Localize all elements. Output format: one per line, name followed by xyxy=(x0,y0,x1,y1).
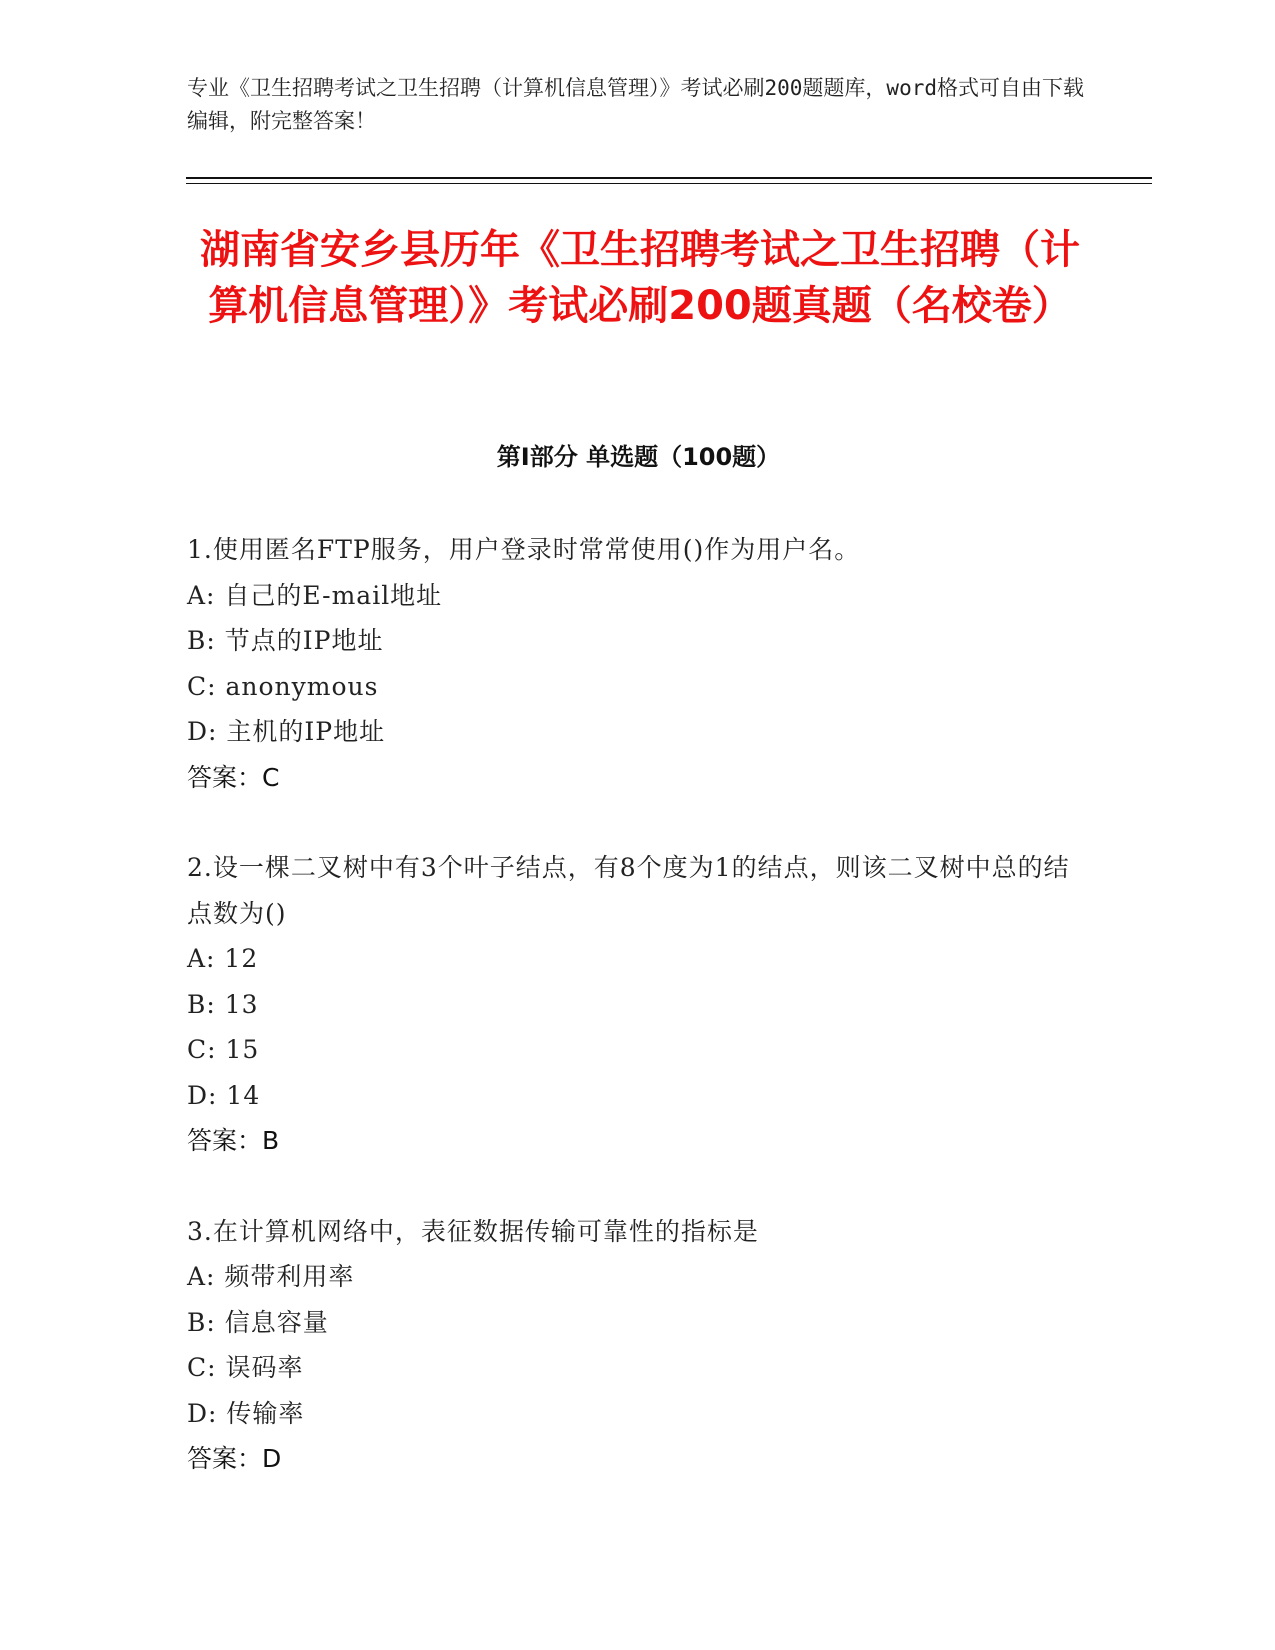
option-a: A: 频带利用率 xyxy=(187,1262,355,1291)
option-c: C: anonymous xyxy=(187,671,379,701)
question-list xyxy=(187,527,1087,1527)
question-stem: 3.在计算机网络中，表征数据传输可靠性的指标是 xyxy=(187,1216,759,1246)
answer: 答案：C xyxy=(187,762,280,792)
question-stem: 2.设一棵二叉树中有3个叶子结点，有8个度为1的结点，则该二叉树中总的结点数为() xyxy=(187,853,1070,928)
section-title: 第Ⅰ部分 单选题（100题） xyxy=(496,443,781,471)
question-stem: 1.使用匿名FTP服务，用户登录时常常使用()作为用户名。 xyxy=(187,535,861,564)
option-c: C: 误码率 xyxy=(187,1353,304,1382)
answer: 答案：D xyxy=(187,1444,282,1473)
option-c: C: 15 xyxy=(187,1035,260,1064)
header-rule-thin xyxy=(186,183,1152,184)
header-note: 专业《卫生招聘考试之卫生招聘（计算机信息管理）》考试必刷200题题库，word格式可自由下载编辑，附完整答案！ xyxy=(187,76,1084,133)
question-2 xyxy=(187,845,1087,1164)
option-a: A: 12 xyxy=(187,944,259,973)
option-b: B: 13 xyxy=(187,989,259,1019)
question-3 xyxy=(187,1209,1087,1482)
header-rule-thick xyxy=(186,177,1152,179)
option-b: B: 节点的IP地址 xyxy=(187,626,384,655)
answer: 答案：B xyxy=(187,1126,280,1155)
option-d: D: 主机的IP地址 xyxy=(187,717,386,746)
option-a: A: 自己的E-mail地址 xyxy=(187,580,443,610)
question-1 xyxy=(187,527,1087,800)
option-b: B: 信息容量 xyxy=(187,1307,329,1337)
option-d: D: 传输率 xyxy=(187,1398,305,1428)
document-title: 湖南省安乡县历年《卫生招聘考试之卫生招聘（计算机信息管理）》考试必刷200题真题（名校卷） xyxy=(200,227,1080,329)
option-d: D: 14 xyxy=(187,1080,261,1110)
